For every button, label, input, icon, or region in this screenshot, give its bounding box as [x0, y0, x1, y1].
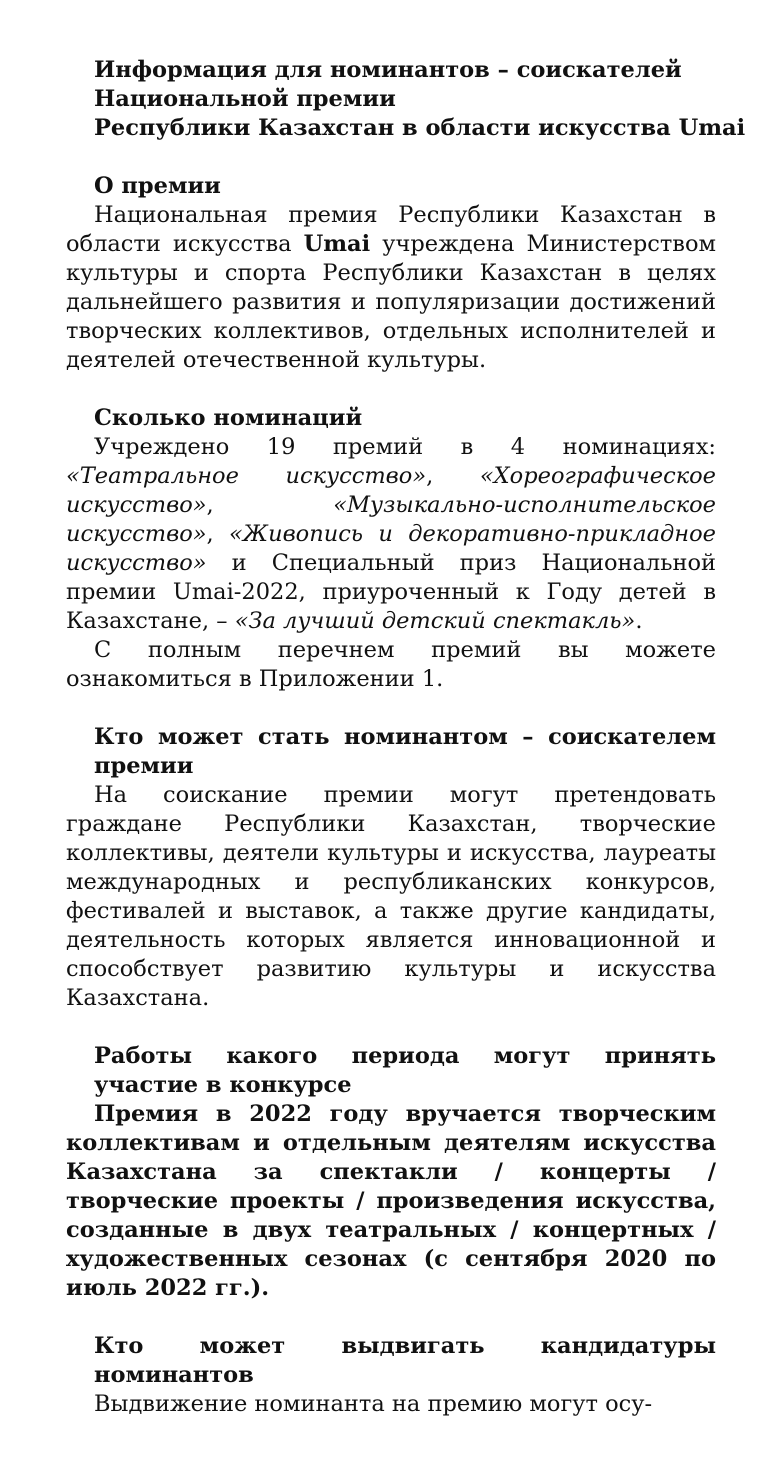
nomination-2: «Хореографическое искусство»	[66, 463, 716, 518]
paragraph-nominations	[66, 433, 716, 636]
nomination-4: «Живопись и декоративно-прикладное искусство»	[66, 521, 716, 576]
paragraph-period: Премия в 2022 году вручается творческим коллективам и отдельным деятелям искусства Казахстана за спектакли / концерты / творческие проекты / произведения искусства, созданные в двух театральных / концертных / художественных сезонах (с сентября 2020 по июль 2022 гг.).	[66, 1101, 716, 1301]
nominations-sep-2: ,	[206, 492, 334, 518]
section-who-nominee	[66, 723, 716, 1013]
section-nominations	[66, 404, 716, 694]
title-line-3: Республики Казахстан в области искусства Umai	[94, 115, 746, 141]
title-line-2: Национальной премии	[94, 86, 396, 112]
nomination-1: «Театральное искусство»	[66, 463, 427, 489]
section-heading-period: Работы какого периода могут принять участие в конкурсе	[94, 1043, 716, 1098]
special-prize: «За лучший детский спектакль»	[234, 608, 636, 634]
about-text-before: Национальная премия Республики Казахстан в области искусства	[66, 202, 716, 257]
nominations-intro: Учреждено 19 премий в 4 номинациях:	[94, 434, 716, 460]
section-heading-who-nominates: Кто может выдвигать кандидатуры номинантов	[94, 1333, 716, 1388]
section-heading-about: О премии	[94, 173, 221, 199]
paragraph-about	[66, 201, 716, 375]
title-line-1: Информация для номинантов – соискателей	[94, 57, 682, 83]
nominations-sep-3: ,	[206, 521, 230, 547]
section-heading-nominations: Сколько номинаций	[94, 405, 363, 431]
paragraph-appendix-ref: С полным перечнем премий вы можете ознакомиться в Приложении 1.	[66, 637, 716, 692]
section-heading-who-nominee: Кто может стать номинантом – соискателем премии	[94, 724, 716, 779]
paragraph-who-nominee: На соискание премии могут претендовать граждане Республики Казахстан, творческие коллективы, деятели культуры и искусства, лауреаты международных и республиканских конкурсов, фестивалей и выставок, а также другие кандидаты, деятельность которых является инновационной и способствует развитию культуры и искусства Казахстана.	[66, 782, 716, 1011]
about-text-after: учреждена Министерством культуры и спорта Республики Казахстан в целях дальнейшего развития и популяризации достижений творческих коллективов, отдельных исполнителей и деятелей отечественной культуры.	[66, 231, 716, 373]
section-who-nominates	[66, 1332, 716, 1419]
nomination-3: «Музыкально-исполнительское искусство»	[66, 492, 716, 547]
nominations-sep-1: ,	[426, 463, 480, 489]
nominations-end: .	[635, 608, 643, 634]
section-period	[66, 1042, 716, 1303]
nominations-mid: и Специальный приз Национальной премии Umai-2022, приуроченный к Году детей в Казахстане, –	[66, 550, 716, 634]
paragraph-who-nominates: Выдвижение номинанта на премию могут осу-	[94, 1391, 653, 1417]
about-brand: Umai	[303, 231, 371, 257]
section-about	[66, 172, 716, 375]
document-title	[66, 56, 746, 143]
